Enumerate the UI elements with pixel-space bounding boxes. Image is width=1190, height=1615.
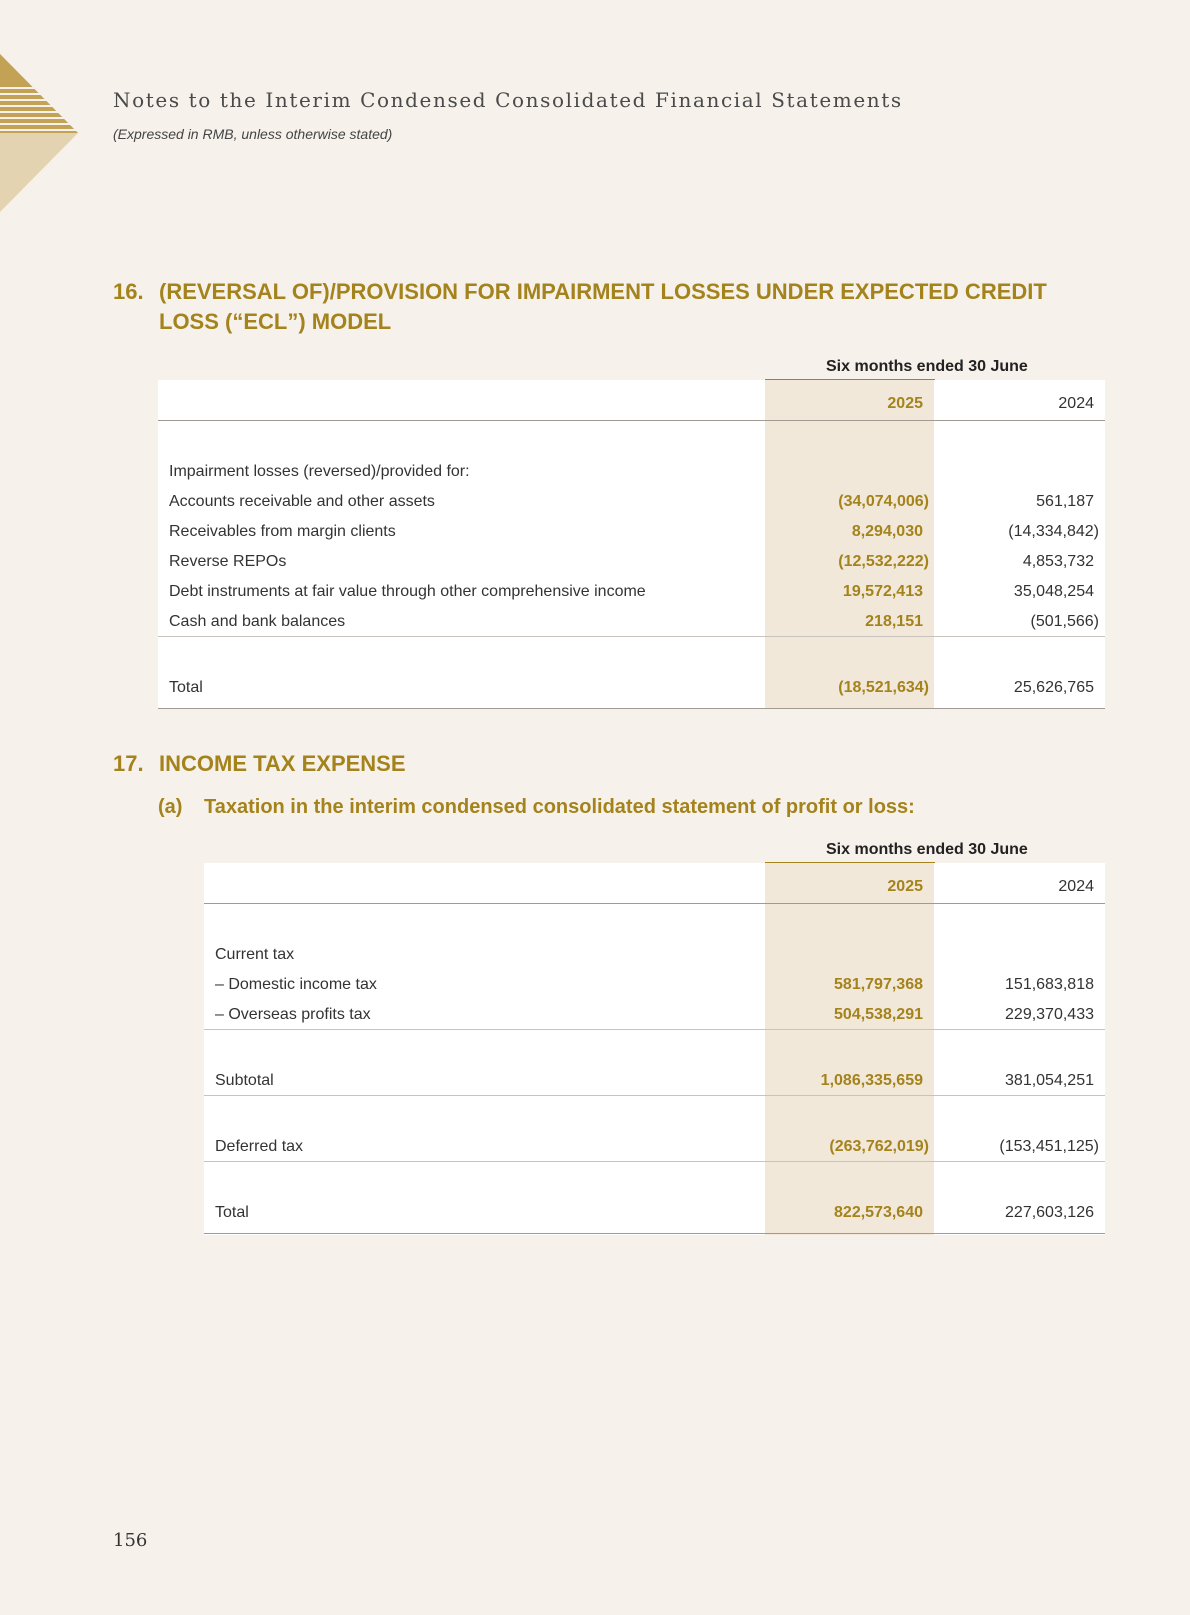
section-17-year-2025: 2025 xyxy=(887,878,923,895)
section-16-title-line1: (REVERSAL OF)/PROVISION FOR IMPAIRMENT LOSSES UNDER EXPECTED CREDIT xyxy=(159,279,1047,304)
subtotal-row xyxy=(204,1064,1105,1094)
value-2024: (501,566) xyxy=(1030,613,1099,630)
section-17-number: 17. xyxy=(113,751,144,776)
value-2025: (12,532,222) xyxy=(838,553,929,570)
row-label: Debt instruments at fair value through other comprehensive income xyxy=(169,583,646,600)
group-label: Impairment losses (reversed)/provided for: xyxy=(169,463,470,480)
table-row xyxy=(158,485,1105,515)
value-2024: 229,370,433 xyxy=(1005,1006,1094,1023)
value-2024: (153,451,125) xyxy=(999,1138,1099,1155)
row-label: Receivables from margin clients xyxy=(169,523,396,540)
row-label: – Overseas profits tax xyxy=(215,1006,371,1023)
table-row xyxy=(158,515,1105,545)
group-label-row xyxy=(158,455,1105,485)
row-label: Total xyxy=(215,1204,249,1221)
value-2025: 581,797,368 xyxy=(834,976,923,993)
value-2024: (14,334,842) xyxy=(1008,523,1099,540)
page-number: 156 xyxy=(113,1530,148,1551)
value-2025: 822,573,640 xyxy=(834,1204,923,1221)
group-label-row xyxy=(204,938,1105,968)
section-16-table xyxy=(158,380,1105,709)
row-label: Subtotal xyxy=(215,1072,274,1089)
total-row xyxy=(204,1196,1105,1226)
table-row xyxy=(158,605,1105,635)
value-2024: 151,683,818 xyxy=(1005,976,1094,993)
total-rule xyxy=(204,1233,1105,1234)
subsection-a-marker: (a) xyxy=(158,796,183,818)
value-2024: 4,853,732 xyxy=(1022,553,1094,570)
running-header-title: Notes to the Interim Condensed Consolidated Financial Statements xyxy=(113,88,903,112)
section-16-period-header: Six months ended 30 June xyxy=(826,358,1028,375)
value-2025: (18,521,634) xyxy=(838,679,929,696)
value-2025: (34,074,006) xyxy=(838,493,929,510)
section-17-year-2024: 2024 xyxy=(1058,878,1094,895)
section-16-year-2025: 2025 xyxy=(887,395,923,412)
value-2025: 218,151 xyxy=(865,613,923,630)
running-header-subtitle: (Expressed in RMB, unless otherwise stated) xyxy=(113,126,393,142)
section-17-table xyxy=(204,863,1105,1235)
section-17-period-header: Six months ended 30 June xyxy=(826,841,1028,858)
section-16-year-2024: 2024 xyxy=(1058,395,1094,412)
row-label: Cash and bank balances xyxy=(169,613,346,630)
value-2024: 25,626,765 xyxy=(1013,679,1094,696)
row-label: Total xyxy=(169,679,203,696)
subsection-a-heading xyxy=(158,796,1108,824)
section-16-number: 16. xyxy=(113,279,144,304)
section-16-heading xyxy=(113,279,1113,339)
subtotal-rule xyxy=(158,636,1105,637)
table-row xyxy=(158,545,1105,575)
table-row xyxy=(204,998,1105,1028)
table-row xyxy=(204,968,1105,998)
rule xyxy=(204,1029,1105,1030)
section-17-heading xyxy=(113,751,713,781)
value-2025: 504,538,291 xyxy=(834,1006,923,1023)
value-2024: 381,054,251 xyxy=(1005,1072,1094,1089)
group-label: Current tax xyxy=(215,946,295,963)
corner-ornament xyxy=(0,0,80,212)
value-2025: 8,294,030 xyxy=(851,523,923,540)
value-2024: 227,603,126 xyxy=(1005,1204,1094,1221)
section-17-title: INCOME TAX EXPENSE xyxy=(159,751,406,776)
value-2025: 19,572,413 xyxy=(842,583,923,600)
value-2024: 561,187 xyxy=(1036,493,1094,510)
deferred-row xyxy=(204,1130,1105,1160)
section-16-title-line2: LOSS (“ECL”) MODEL xyxy=(159,309,392,334)
value-2024: 35,048,254 xyxy=(1013,583,1094,600)
total-row xyxy=(158,671,1105,701)
total-rule xyxy=(158,708,1105,709)
value-2025: (263,762,019) xyxy=(829,1138,929,1155)
header-rule xyxy=(158,420,1105,421)
row-label: Deferred tax xyxy=(215,1138,304,1155)
table-row xyxy=(158,575,1105,605)
rule xyxy=(204,1161,1105,1162)
header-rule xyxy=(204,903,1105,904)
row-label: Reverse REPOs xyxy=(169,553,287,570)
row-label: Accounts receivable and other assets xyxy=(169,493,435,510)
current-year-column xyxy=(765,863,934,1235)
value-2025: 1,086,335,659 xyxy=(820,1072,923,1089)
rule xyxy=(204,1095,1105,1096)
subsection-a-title: Taxation in the interim condensed consolidated statement of profit or loss: xyxy=(204,796,915,818)
row-label: – Domestic income tax xyxy=(215,976,377,993)
